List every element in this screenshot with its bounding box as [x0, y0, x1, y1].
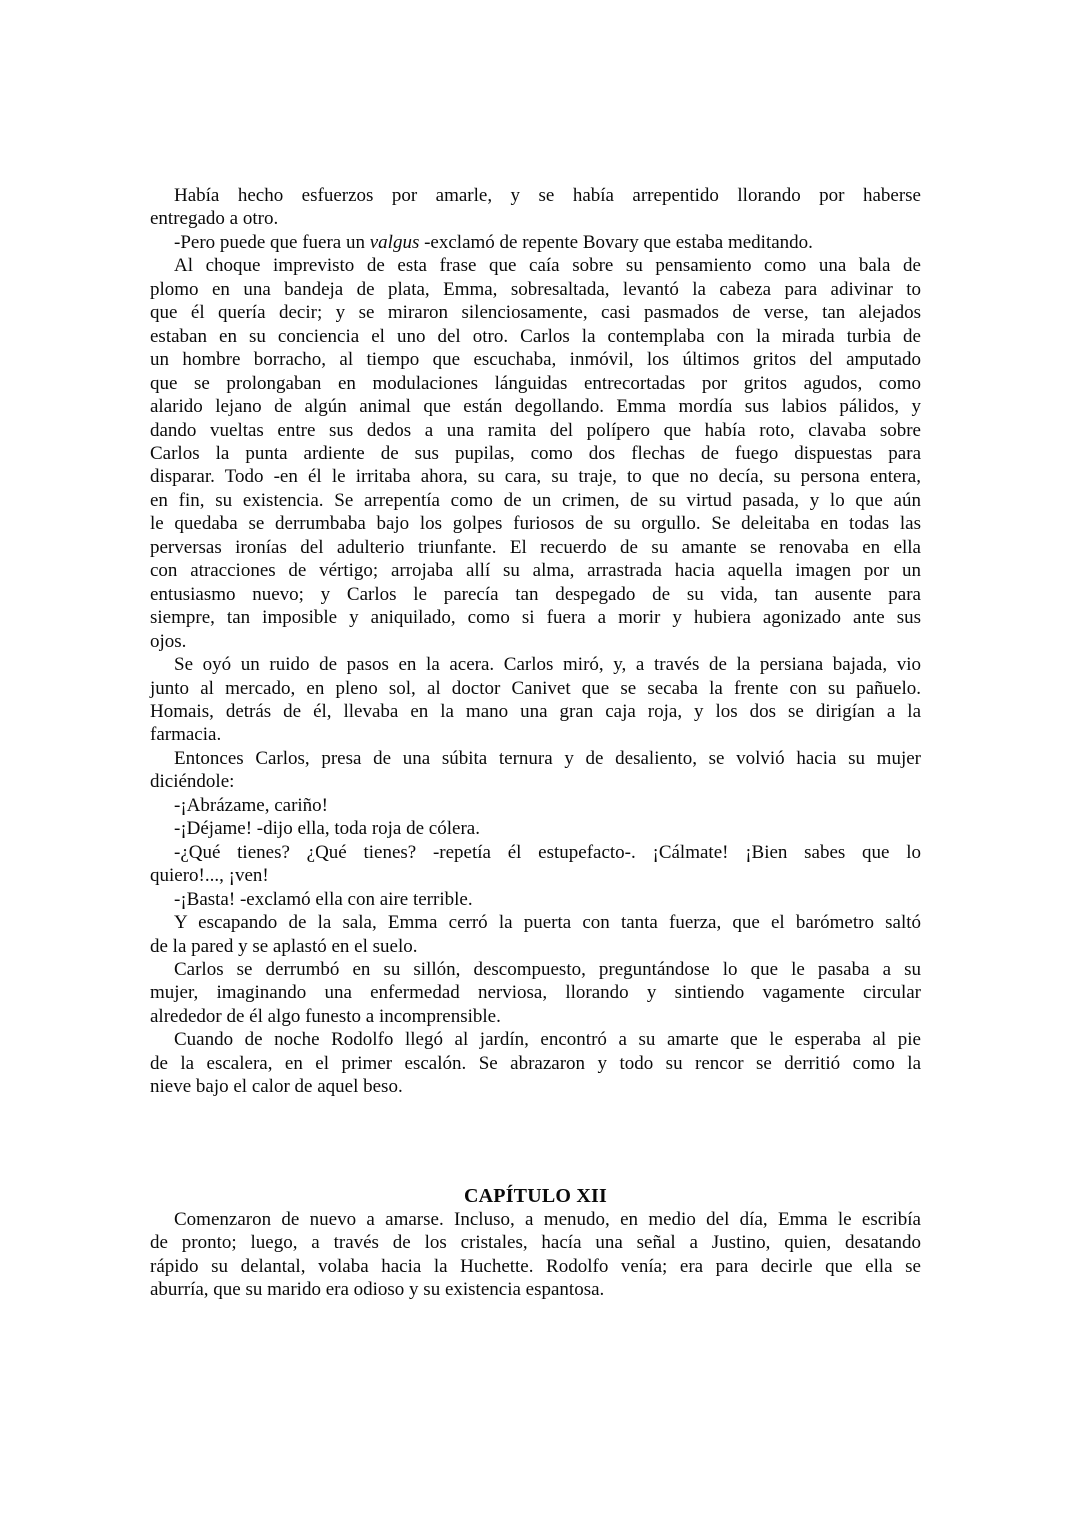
paragraph — [150, 1028, 921, 1098]
text-line: -¡Abrázame, cariño! — [174, 794, 329, 816]
text-line: alrededor de él algo funesto a incomprensible. — [150, 1005, 501, 1027]
text-line: entregado a otro. — [150, 208, 279, 230]
text-line: -¿Qué tienes? ¿Qué tienes? -repetía él estupefacto-. ¡Cálmate! ¡Bien sabes que lo — [174, 841, 921, 863]
text-line: junto al mercado, en pleno sol, al doctor Canivet que se secaba la frente con su pañuelo. — [150, 677, 921, 699]
text-line: Homais, detrás de él, llevaba en la mano una gran caja roja, y los dos se dirigían a la — [150, 700, 921, 722]
text-line: Carlos se derrumbó en su sillón, descompuesto, preguntándose lo que le pasaba a su — [174, 958, 921, 980]
text-line: estaban en su conciencia el uno del otro. Carlos la contemplaba con la mirada turbia de — [150, 325, 921, 347]
text-line: Al choque imprevisto de esta frase que caía sobre su pensamiento como una bala de — [174, 255, 921, 277]
text-line: Se oyó un ruido de pasos en la acera. Carlos miró, y, a través de la persiana bajada, vio — [174, 654, 921, 676]
text-line: siempre, tan imposible y aniquilado, como si fuera a morir y hubiera agonizado ante sus — [150, 607, 921, 629]
text-line: dando vueltas entre sus dedos a una ramita del polípero que había roto, clavaba sobre — [150, 419, 921, 441]
text-line: diciéndole: — [150, 771, 235, 793]
paragraph — [150, 653, 921, 747]
text-line: -Pero puede que fuera un valgus -exclamó de repente Bovary que estaba meditando. — [174, 231, 813, 253]
page-text — [150, 184, 921, 1301]
chapter-heading: CAPÍTULO XII — [464, 1184, 607, 1207]
text-line: Había hecho esfuerzos por amarle, y se había arrepentido llorando por haberse — [174, 185, 921, 206]
paragraph — [150, 817, 921, 840]
text-line: que él quería decir; y se miraron silenciosamente, casi pasmados de verse, tan alejados — [150, 302, 921, 324]
text-line: que se prolongaban en modulaciones lánguidas entrecortadas por gritos agudos, como — [150, 372, 921, 394]
text-line: de la pared y se aplastó en el suelo. — [150, 935, 418, 957]
text-line: perversas ironías del adulterio triunfante. El recuerdo de su amante se renovaba en ella — [150, 536, 921, 558]
text-line: un hombre borracho, al tiempo que escuchaba, inmóvil, los últimos gritos del amputado — [150, 349, 921, 371]
text-line: -¡Basta! -exclamó ella con aire terrible. — [174, 888, 473, 910]
text-line: aburría, que su marido era odioso y su existencia espantosa. — [150, 1279, 605, 1301]
paragraph — [150, 231, 921, 254]
text-line: Cuando de noche Rodolfo llegó al jardín, encontró a su amarte que le esperaba al pie — [174, 1029, 921, 1051]
text-line: ojos. — [150, 630, 187, 652]
paragraph — [150, 911, 921, 958]
text-line: Carlos la punta ardiente de sus pupilas, como dos flechas de fuego dispuestas para — [150, 442, 921, 464]
text-line: disparar. Todo -en él le irritaba ahora, su cara, su traje, to que no decía, su persona entera, — [150, 466, 921, 488]
text-line: de la escalera, en el primer escalón. Se abrazaron y todo su rencor se derritió como la — [150, 1052, 921, 1074]
text-line: Comenzaron de nuevo a amarse. Incluso, a menudo, en medio del día, Emma le escribía — [174, 1208, 921, 1230]
text-line: quiero!..., ¡ven! — [150, 865, 269, 887]
text-line: entusiasmo nuevo; y Carlos le parecía tan despegado de su vida, tan ausente para — [150, 583, 921, 605]
text-line: mujer, imaginando una enfermedad nerviosa, llorando y sintiendo vagamente circular — [150, 982, 921, 1004]
paragraph — [150, 841, 921, 888]
text-line: rápido su delantal, volaba hacia la Huchette. Rodolfo venía; era para decirle que ella se — [150, 1255, 921, 1277]
paragraph — [150, 958, 921, 1028]
paragraph — [150, 888, 921, 911]
text-line: de pronto; luego, a través de los cristales, hacía una señal a Justino, quien, desatando — [150, 1232, 921, 1254]
text-line: nieve bajo el calor de aquel beso. — [150, 1076, 403, 1098]
paragraph — [150, 254, 921, 653]
paragraph — [150, 1208, 921, 1302]
paragraph — [150, 184, 921, 231]
text-line: plomo en una bandeja de plata, Emma, sobresaltada, levantó la cabeza para adivinar to — [150, 278, 921, 300]
text-line: farmacia. — [150, 724, 222, 746]
text-line: -¡Déjame! -dijo ella, toda roja de cólera. — [174, 818, 480, 840]
text-line: Entonces Carlos, presa de una súbita ternura y de desaliento, se volvió hacia su mujer — [174, 747, 921, 769]
paragraph — [150, 794, 921, 817]
text-line: le quedaba se derrumbaba bajo los golpes furiosos de su orgullo. Se deleitaba en todas las — [150, 513, 921, 535]
text-line: Y escapando de la sala, Emma cerró la puerta con tanta fuerza, que el barómetro saltó — [174, 912, 921, 934]
text-line: en fin, su existencia. Se arrepentía como de un crimen, de su virtud pasada, y lo que aún — [150, 489, 921, 511]
paragraph — [150, 747, 921, 794]
text-line: alarido lejano de algún animal que están degollando. Emma mordía sus labios pálidos, y — [150, 396, 921, 418]
text-line: con atracciones de vértigo; arrojaba allí su alma, arrastrada hacia aquella imagen por un — [150, 560, 921, 582]
